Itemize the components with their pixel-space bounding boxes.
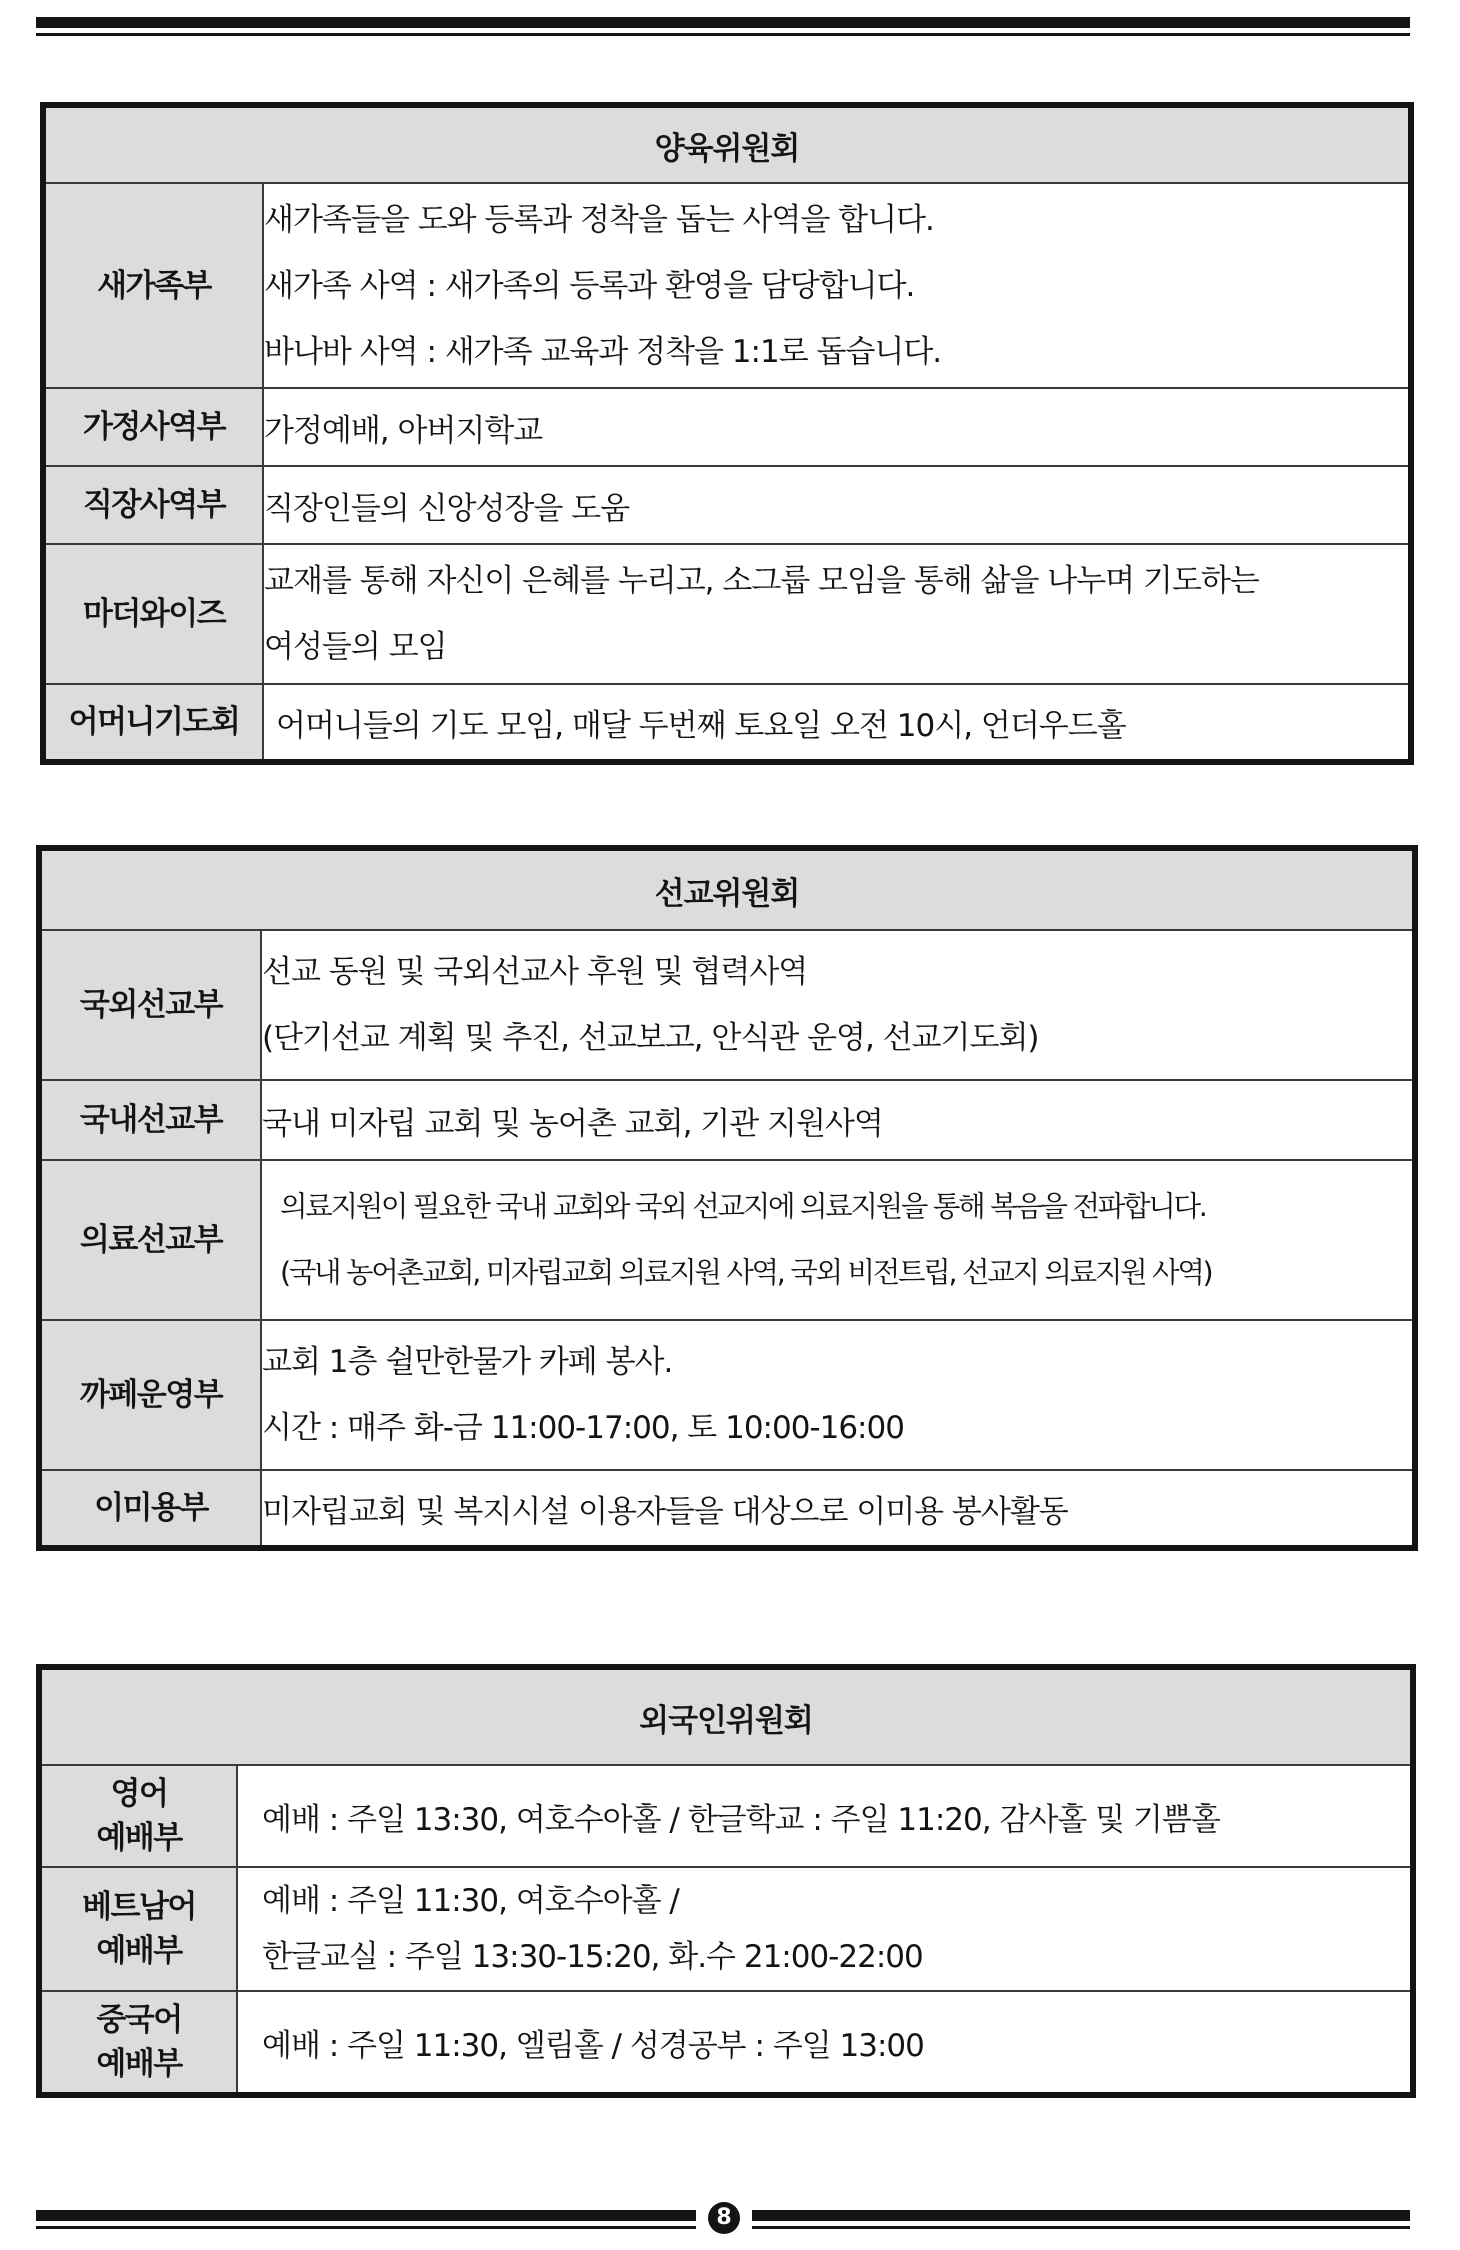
dept-description: 국내 미자립 교회 및 농어촌 교회, 기관 지원사역 <box>261 1080 1415 1160</box>
top-double-rule <box>36 17 1410 39</box>
table-title: 선교위원회 <box>39 848 1415 930</box>
dept-beauty-service: 이미용부 <box>39 1470 261 1548</box>
dept-overseas-mission: 국외선교부 <box>39 930 261 1080</box>
dept-domestic-mission: 국내선교부 <box>39 1080 261 1160</box>
dept-english-worship: 영어 예배부 <box>39 1765 237 1867</box>
dept-description: 미자립교회 및 복지시설 이용자들을 대상으로 이미용 봉사활동 <box>261 1470 1415 1548</box>
dept-chinese-worship: 중국어 예배부 <box>39 1991 237 2095</box>
dept-cafe-operation: 까페운영부 <box>39 1320 261 1470</box>
dept-description: 직장인들의 신앙성장을 도움 <box>263 466 1411 544</box>
dept-description: 가정예배, 아버지학교 <box>263 388 1411 466</box>
dept-description: 예배 : 주일 13:30, 여호수아홀 / 한글학교 : 주일 11:20, 감사홀 및 기쁨홀 <box>237 1765 1413 1867</box>
dept-mother-wise: 마더와이즈 <box>43 544 263 684</box>
table-title: 외국인위원회 <box>39 1667 1413 1765</box>
bottom-double-rule <box>36 2201 1410 2231</box>
dept-description: 예배 : 주일 11:30, 여호수아홀 / 한글교실 : 주일 13:30-15:20, 화.수 21:00-22:00 <box>237 1867 1413 1991</box>
mission-committee-table <box>36 845 1418 1551</box>
page-number: 8 <box>708 2202 740 2234</box>
dept-description: 어머니들의 기도 모임, 매달 두번째 토요일 오전 10시, 언더우드홀 <box>263 684 1411 762</box>
parenting-committee-table <box>40 102 1414 765</box>
dept-description: 교회 1층 쉴만한물가 카페 봉사. 시간 : 매주 화-금 11:00-17:00, 토 10:00-16:00 <box>261 1320 1415 1470</box>
dept-medical-mission: 의료선교부 <box>39 1160 261 1320</box>
table-title: 양육위원회 <box>43 105 1411 183</box>
dept-mothers-prayer: 어머니기도회 <box>43 684 263 762</box>
dept-new-family: 새가족부 <box>43 183 263 388</box>
foreigner-committee-table <box>36 1664 1416 2098</box>
dept-description: 예배 : 주일 11:30, 엘림홀 / 성경공부 : 주일 13:00 <box>237 1991 1413 2095</box>
dept-vietnamese-worship: 베트남어 예배부 <box>39 1867 237 1991</box>
dept-description: 새가족들을 도와 등록과 정착을 돕는 사역을 합니다. 새가족 사역 : 새가족의 등록과 환영을 담당합니다. 바나바 사역 : 새가족 교육과 정착을 1:1로 돕습니다. <box>263 183 1411 388</box>
dept-description: 선교 동원 및 국외선교사 후원 및 협력사역 (단기선교 계획 및 추진, 선교보고, 안식관 운영, 선교기도회) <box>261 930 1415 1080</box>
dept-family-ministry: 가정사역부 <box>43 388 263 466</box>
dept-description: 의료지원이 필요한 국내 교회와 국외 선교지에 의료지원을 통해 복음을 전파합니다. (국내 농어촌교회, 미자립교회 의료지원 사역, 국외 비전트립, 선교지 의료지원 사역) <box>261 1160 1415 1320</box>
dept-workplace-ministry: 직장사역부 <box>43 466 263 544</box>
dept-description: 교재를 통해 자신이 은혜를 누리고, 소그룹 모임을 통해 삶을 나누며 기도하는 여성들의 모임 <box>263 544 1411 684</box>
